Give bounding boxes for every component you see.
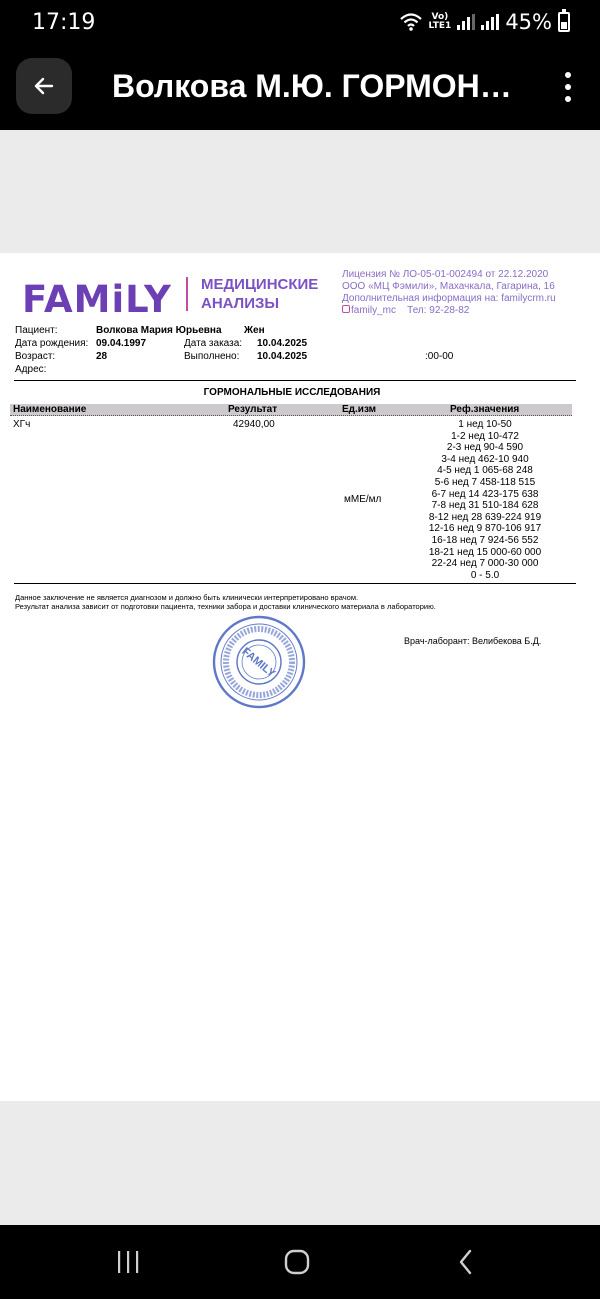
more-vert-icon	[565, 72, 571, 78]
ref-line: 5-6 нед 7 458-118 515	[434, 476, 536, 488]
clinic-info	[342, 269, 556, 317]
contacts	[342, 305, 556, 317]
col-unit-header: Ед.изм	[342, 404, 377, 415]
test-result: 42940,00	[233, 419, 275, 430]
col-ref-header: Реф.значения	[450, 404, 520, 415]
logo-subtitle-1: МЕДИЦИНСКИЕ	[201, 276, 319, 293]
age-value: 28	[96, 351, 108, 362]
status-time: 17:19	[32, 10, 96, 35]
divider-bottom	[14, 583, 576, 584]
status-icons	[399, 10, 570, 34]
battery-percent: 45%	[505, 10, 552, 34]
back-button[interactable]	[16, 58, 72, 114]
ref-line: 6-7 нед 14 423-175 638	[431, 488, 539, 500]
logo-subtitle	[201, 275, 318, 313]
ref-line: 4-5 нед 1 065-68 248	[437, 465, 533, 477]
signal-icon	[457, 14, 475, 30]
instagram-icon	[342, 305, 350, 313]
ref-line: 8-12 нед 28 639-224 919	[428, 511, 542, 523]
nav-back-button[interactable]	[446, 1247, 486, 1277]
extra-info: Дополнительная информация на: familycrm.ru	[342, 293, 556, 304]
stamp-text: FAMILY	[239, 645, 278, 681]
age-label: Возраст:	[15, 351, 56, 362]
home-icon	[283, 1248, 311, 1276]
home-button[interactable]	[277, 1247, 317, 1277]
recents-icon	[115, 1250, 141, 1274]
ref-line: 18-21 нед 15 000-60 000	[428, 546, 542, 558]
document-title: Волкова М.Ю. ГОРМОН…	[112, 68, 512, 104]
col-result-header: Результат	[228, 404, 278, 415]
dob-value: 09.04.1997	[96, 338, 147, 349]
logo-subtitle-2: АНАЛИЗЫ	[201, 295, 280, 312]
patient-label: Пациент:	[15, 325, 58, 336]
ref-line: 0 - 5.0	[470, 569, 500, 581]
clinic-phone: Тел: 92-28-82	[407, 305, 470, 316]
app-bar	[0, 44, 600, 130]
patient-name: Волкова Мария Юрьевна	[96, 325, 222, 336]
dob-label: Дата рождения:	[15, 338, 89, 349]
divider-top	[14, 380, 576, 381]
ref-line: 1-2 нед 10-472	[451, 430, 519, 442]
lte-top: Vo)	[431, 12, 449, 22]
wifi-icon	[399, 12, 423, 32]
ref-line: 1 нед 10-50	[458, 419, 512, 430]
address-label: Адрес:	[15, 364, 47, 375]
clinic-stamp	[210, 615, 308, 709]
lte-indicator	[429, 13, 452, 31]
ref-line: 22-24 нед 7 000-30 000	[431, 558, 539, 570]
org-address: ООО «МЦ Фэмили», Махачкала, Гагарина, 16	[342, 281, 555, 292]
license: Лицензия № ЛО-05-01-002494 от 22.12.2020	[342, 269, 549, 280]
battery-icon	[558, 12, 570, 32]
order-date-label: Дата заказа:	[184, 338, 243, 349]
order-date-value: 10.04.2025	[257, 338, 308, 349]
back-arrow-icon	[32, 74, 56, 98]
system-nav-bar	[0, 1225, 600, 1299]
instagram-handle: family_mc	[351, 305, 397, 316]
test-unit: мМЕ/мл	[344, 494, 382, 505]
ref-line: 16-18 нед 7 924-56 552	[431, 534, 539, 546]
status-bar	[0, 0, 600, 44]
done-date-label: Выполнено:	[184, 351, 240, 362]
nav-back-icon	[456, 1248, 476, 1276]
reference-values	[400, 419, 570, 581]
report-page	[0, 253, 600, 1101]
section-title: ГОРМОНАЛЬНЫЕ ИССЛЕДОВАНИЯ	[203, 387, 381, 398]
disclaimer-1: Данное заключение не является диагнозом и должно быть клинически интерпретировано врачом.	[15, 593, 359, 602]
done-time-value: :00-00	[425, 351, 454, 362]
results-table-header	[10, 404, 572, 416]
done-date-value: 10.04.2025	[257, 351, 308, 362]
col-name-header: Наименование	[13, 404, 87, 415]
ref-line: 3-4 нед 462-10 940	[441, 453, 529, 465]
lte-bottom: LTE1	[428, 21, 452, 31]
ref-line: 7-8 нед 31 510-184 628	[431, 500, 539, 512]
ref-line: 2-3 нед 90-4 590	[446, 442, 524, 454]
more-options-button[interactable]	[558, 70, 578, 104]
test-name: ХГч	[13, 419, 31, 430]
document-viewer[interactable]	[0, 130, 600, 1225]
lab-doctor: Врач-лаборант: Велибекова Б.Д.	[404, 636, 542, 646]
recents-button[interactable]	[108, 1247, 148, 1277]
signal-icon-2	[481, 14, 499, 30]
ref-line: 12-16 нед 9 870-106 917	[428, 523, 542, 535]
family-logo: FAMiLY	[22, 278, 172, 321]
logo-divider	[186, 277, 188, 311]
patient-sex: Жен	[244, 325, 265, 336]
disclaimer-2: Результат анализа зависит от подготовки пациента, техники забора и доставки клинического материала в лабораторию.	[15, 602, 436, 611]
